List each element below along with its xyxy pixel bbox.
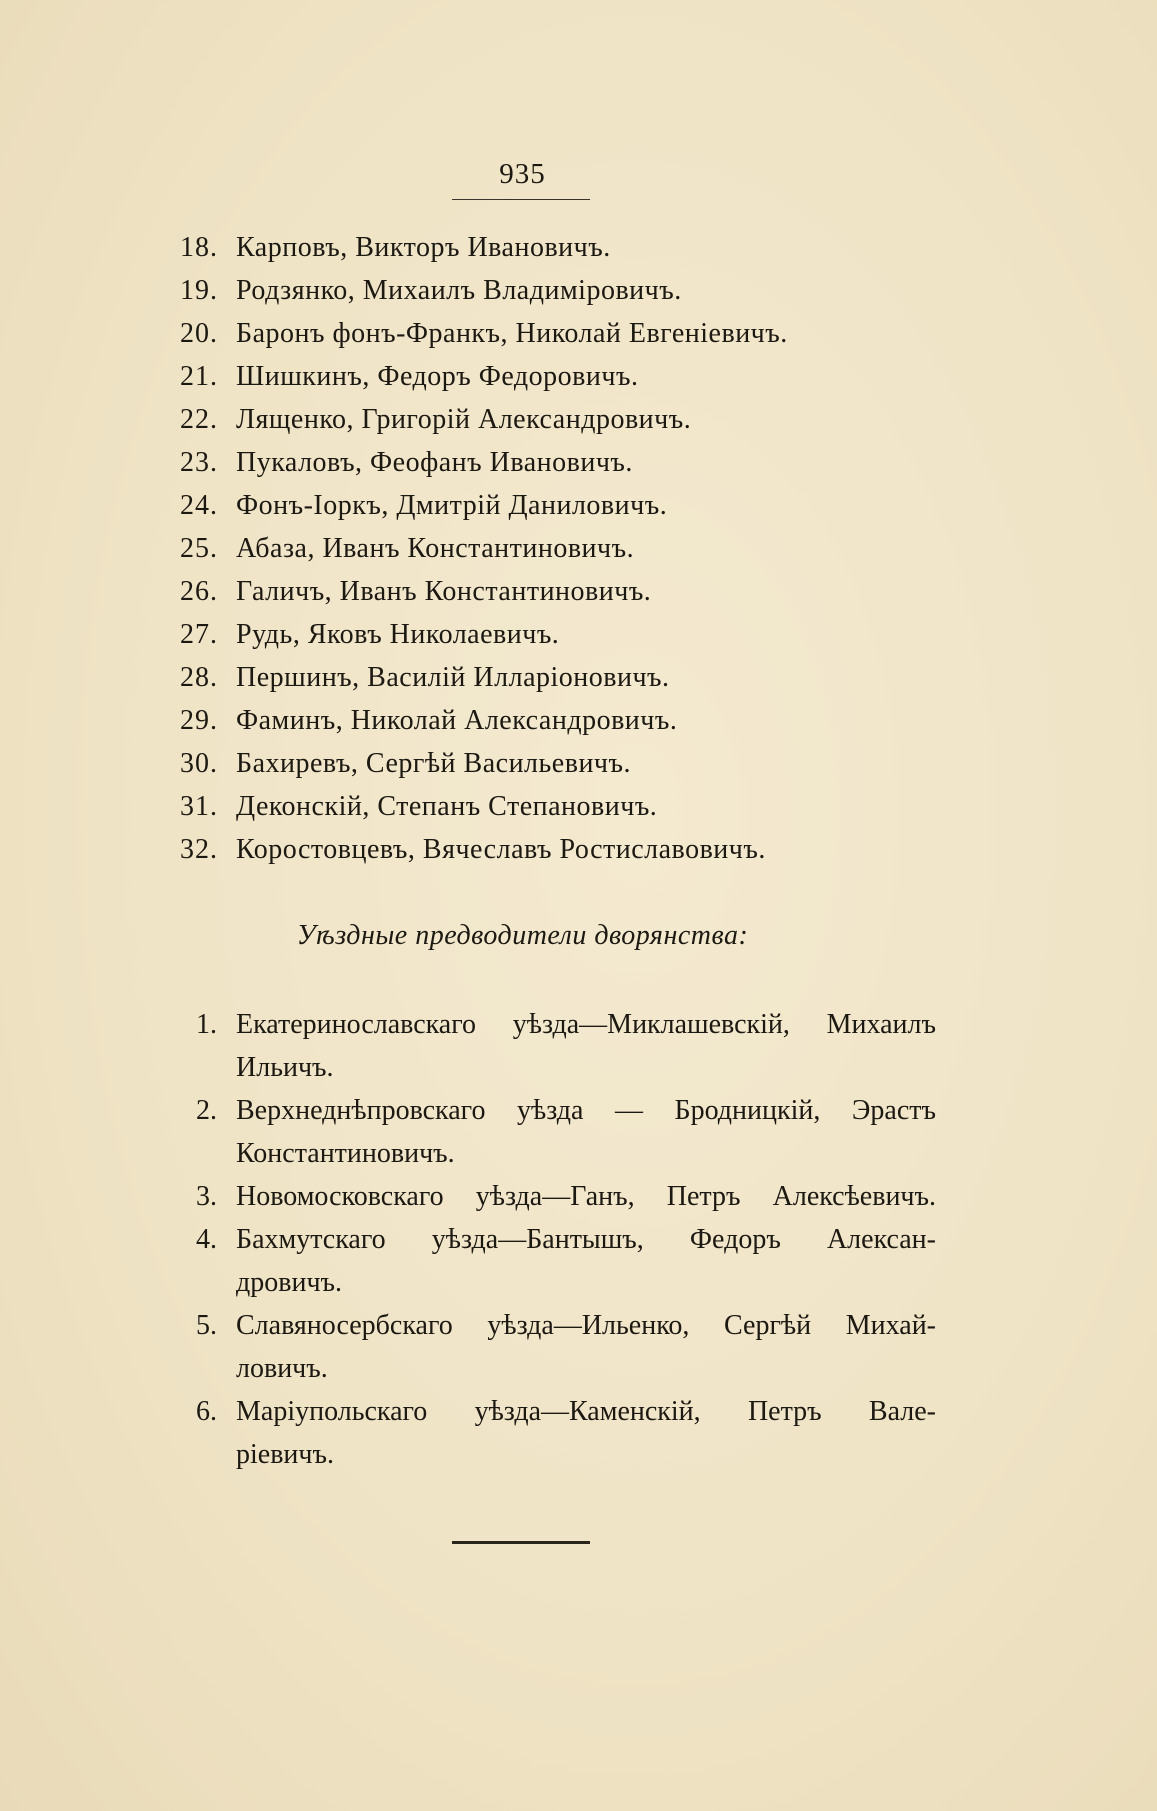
item-text: Деконскій, Степанъ Степановичъ. <box>236 791 658 822</box>
item-line: ріевичъ. <box>236 1439 334 1470</box>
item-line: Бахмутскаго уѣзда—Бантышъ, Федоръ Алексан- <box>236 1224 936 1255</box>
list-item <box>0 269 1157 312</box>
item-line: Маріупольскаго уѣзда—Каменскій, Петръ Вале- <box>236 1396 936 1427</box>
item-text: Лященко, Григорій Александровичъ. <box>236 404 692 435</box>
item-number: 18. <box>180 232 218 263</box>
list-item <box>0 355 1157 398</box>
item-number: 23. <box>180 447 218 478</box>
list-item <box>0 398 1157 441</box>
item-number: 30. <box>180 748 218 779</box>
end-rule <box>452 1541 590 1544</box>
item-line: Ильичъ. <box>236 1052 334 1083</box>
item-number: 31. <box>180 791 218 822</box>
list-item <box>0 1175 1157 1218</box>
list-item <box>0 699 1157 742</box>
list-item <box>0 742 1157 785</box>
list-item <box>0 1089 1157 1175</box>
list-item <box>0 1390 1157 1476</box>
item-number: 1. <box>196 1009 217 1040</box>
list-item <box>0 484 1157 527</box>
item-number: 27. <box>180 619 218 650</box>
list-item <box>0 570 1157 613</box>
item-text: Пукаловъ, Феофанъ Ивановичъ. <box>236 447 633 478</box>
item-text: Абаза, Иванъ Константиновичъ. <box>236 533 635 564</box>
item-text: Рудь, Яковъ Николаевичъ. <box>236 619 560 650</box>
item-line: дровичъ. <box>236 1267 343 1298</box>
list-item <box>0 1304 1157 1390</box>
item-number: 24. <box>180 490 218 521</box>
item-text: Галичъ, Иванъ Константиновичъ. <box>236 576 652 607</box>
item-text: Карповъ, Викторъ Ивановичъ. <box>236 232 611 263</box>
item-line: Екатеринославскаго уѣзда—Миклашевскій, Михаилъ <box>236 1009 936 1040</box>
item-text: Першинъ, Василій Илларіоновичъ. <box>236 662 670 693</box>
section-heading: Уѣздные предводители дворянства: <box>296 920 749 951</box>
item-text: Баронъ фонъ-Франкъ, Николай Евгеніевичъ. <box>236 318 788 349</box>
item-number: 32. <box>180 834 218 865</box>
item-text: Родзянко, Михаилъ Владиміровичъ. <box>236 275 682 306</box>
item-number: 26. <box>180 576 218 607</box>
item-number: 28. <box>180 662 218 693</box>
list-item <box>0 656 1157 699</box>
item-line: Славяносербскаго уѣзда—Ильенко, Сергѣй Михай- <box>236 1310 936 1341</box>
item-number: 22. <box>180 404 218 435</box>
list-item <box>0 1003 1157 1089</box>
list-item <box>0 613 1157 656</box>
item-text: Коростовцевъ, Вячеславъ Ростиславовичъ. <box>236 834 766 865</box>
item-text: Фонъ-Іоркъ, Дмитрій Даниловичъ. <box>236 490 668 521</box>
item-text: Шишкинъ, Федоръ Федоровичъ. <box>236 361 639 392</box>
list-item <box>0 312 1157 355</box>
item-number: 20. <box>180 318 218 349</box>
item-line: Верхнеднѣпровскаго уѣзда — Бродницкій, Эрастъ <box>236 1095 936 1126</box>
item-number: 29. <box>180 705 218 736</box>
marshals-list <box>0 1003 1157 1476</box>
list-item <box>0 828 1157 871</box>
page-number: 935 <box>499 158 546 190</box>
item-number: 3. <box>196 1181 217 1212</box>
list-item <box>0 527 1157 570</box>
list-item <box>0 1218 1157 1304</box>
list-item <box>0 226 1157 269</box>
item-number: 2. <box>196 1095 217 1126</box>
item-number: 21. <box>180 361 218 392</box>
item-number: 4. <box>196 1224 217 1255</box>
item-line: Новомосковскаго уѣзда—Ганъ, Петръ Алексѣевичъ. <box>236 1181 936 1212</box>
item-number: 5. <box>196 1310 217 1341</box>
item-line: Константиновичъ. <box>236 1138 455 1169</box>
list-item <box>0 785 1157 828</box>
page-number-rule <box>452 199 590 200</box>
item-text: Фаминъ, Николай Александровичъ. <box>236 705 678 736</box>
item-number: 25. <box>180 533 218 564</box>
item-number: 19. <box>180 275 218 306</box>
item-line: ловичъ. <box>236 1353 328 1384</box>
item-number: 6. <box>196 1396 217 1427</box>
members-list <box>0 226 1157 871</box>
list-item <box>0 441 1157 484</box>
item-text: Бахиревъ, Сергѣй Васильевичъ. <box>236 748 631 779</box>
